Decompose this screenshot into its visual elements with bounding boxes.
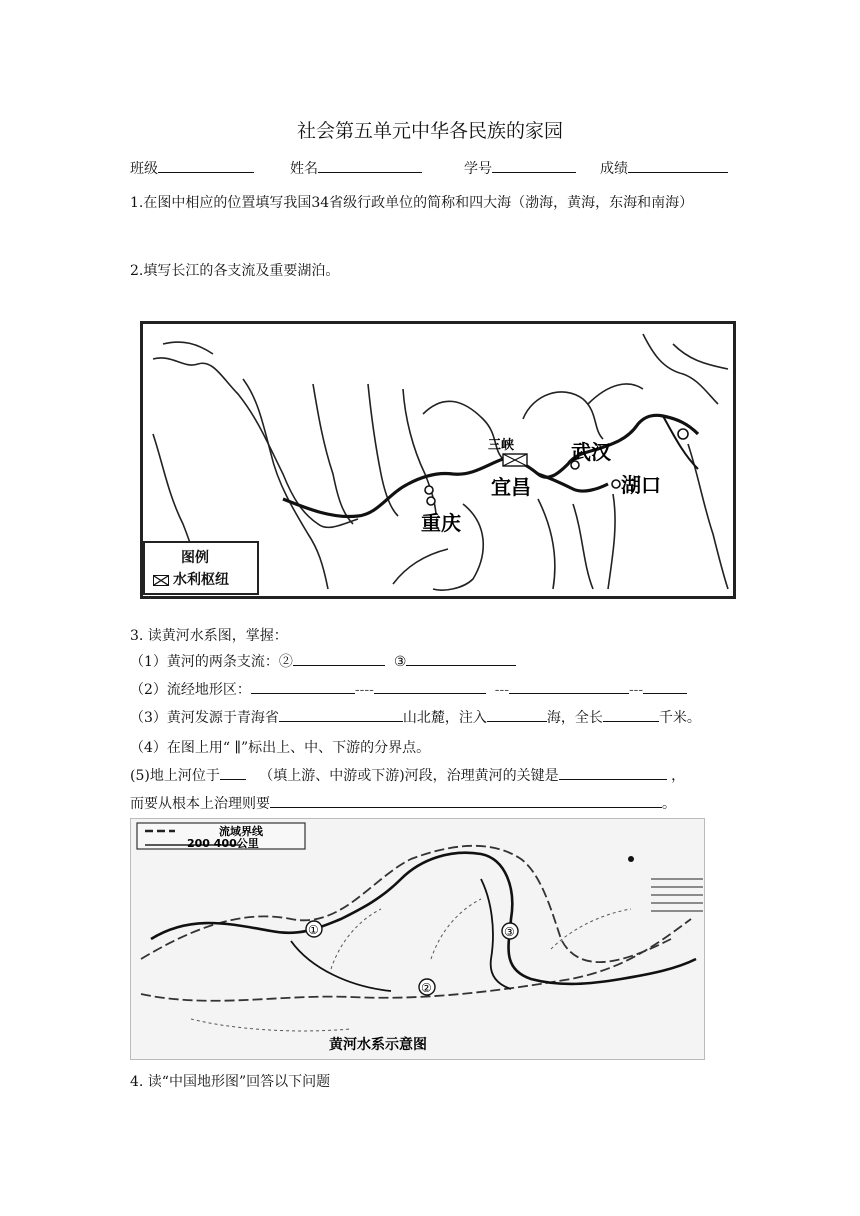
legend-item-label: 水利枢纽 [173, 572, 229, 588]
marker-3-label: ③ [504, 925, 515, 939]
city-yichang-marker [425, 486, 433, 494]
yellow-river-map [130, 818, 705, 1060]
label-sanxia: 三峡 [488, 438, 515, 453]
label-hukou: 湖口 [621, 473, 661, 497]
label-chongqing: 重庆 [421, 511, 461, 535]
field-id [464, 158, 576, 178]
answer-blank-region-4[interactable] [643, 679, 687, 694]
field-id-label: 学号 [464, 161, 492, 177]
river-jinsha [153, 358, 358, 527]
yangtze-river-map [140, 321, 736, 599]
question-3-part-5: (5)地上河位于 （填上游、中游或下游)河段，治理黄河的关键是 ， [130, 765, 685, 785]
question-4: 4. 读“中国地形图”回答以下问题 [130, 1074, 331, 1090]
label-yichang: 宜昌 [491, 475, 531, 499]
question-3-part-1: （1）黄河的两条支流：② ③ [130, 651, 516, 671]
field-score-label: 成绩 [600, 161, 628, 177]
legend-entry [153, 569, 229, 589]
map-caption: 黄河水系示意图 [329, 1037, 427, 1053]
yellow-river-map-drawing [131, 819, 704, 1059]
scale-bar-label: 200 400公里 [187, 837, 259, 850]
answer-blank-region-2[interactable] [374, 679, 486, 694]
legend-title: 图例 [181, 550, 209, 566]
answer-blank-mountain[interactable] [279, 707, 403, 722]
three-gorges-dam-icon [503, 454, 527, 466]
answer-blank-sea[interactable] [487, 707, 547, 722]
answer-blank-tributary-2[interactable] [293, 651, 385, 666]
answer-blank-section[interactable] [220, 765, 246, 780]
question-3-title: 3. 读黄河水系图，掌握： [130, 628, 288, 644]
answer-blank-region-1[interactable] [251, 679, 355, 694]
marker-2-label: ② [421, 981, 432, 995]
yellow-river-main-stream [151, 853, 696, 984]
field-id-blank[interactable] [492, 158, 576, 173]
answer-blank-root-cause[interactable] [270, 793, 662, 808]
question-2: 2.填写长江的各支流及重要湖泊。 [130, 263, 340, 279]
page-title: 社会第五单元中华各民族的家园 [296, 120, 563, 142]
question-3-part-6: 而要从根本上治理则要 。 [130, 793, 676, 813]
answer-blank-region-3[interactable] [509, 679, 629, 694]
marker-1-label: ① [308, 923, 319, 937]
field-score [600, 158, 728, 178]
answer-blank-tributary-3[interactable] [406, 651, 516, 666]
legend-basin-boundary: 流域界线 [219, 825, 263, 838]
field-name-blank[interactable] [318, 158, 422, 173]
answer-blank-length[interactable] [603, 707, 659, 722]
field-name [290, 158, 422, 178]
dam-symbol-icon [153, 575, 169, 586]
field-class-blank[interactable] [158, 158, 254, 173]
label-wuhan: 武汉 [571, 440, 611, 464]
field-name-label: 姓名 [290, 161, 318, 177]
field-score-blank[interactable] [628, 158, 728, 173]
question-3-part-3: （3）黄河发源于青海省 山北麓，注入 海，全长 千米。 [130, 707, 701, 727]
question-3-part-4: （4）在图上用“ ∥”标出上、中、下游的分界点。 [130, 740, 431, 756]
field-class [130, 158, 254, 178]
question-3-part-2: （2）流经地形区： ---- --- --- [130, 679, 687, 699]
field-class-label: 班级 [130, 161, 158, 177]
map-legend [143, 541, 259, 595]
question-1: 1.在图中相应的位置填写我国34省级行政单位的简称和四大海（渤海，黄海，东海和南海） [130, 195, 694, 211]
city-hukou-marker [612, 480, 620, 488]
answer-blank-key[interactable] [559, 765, 667, 780]
